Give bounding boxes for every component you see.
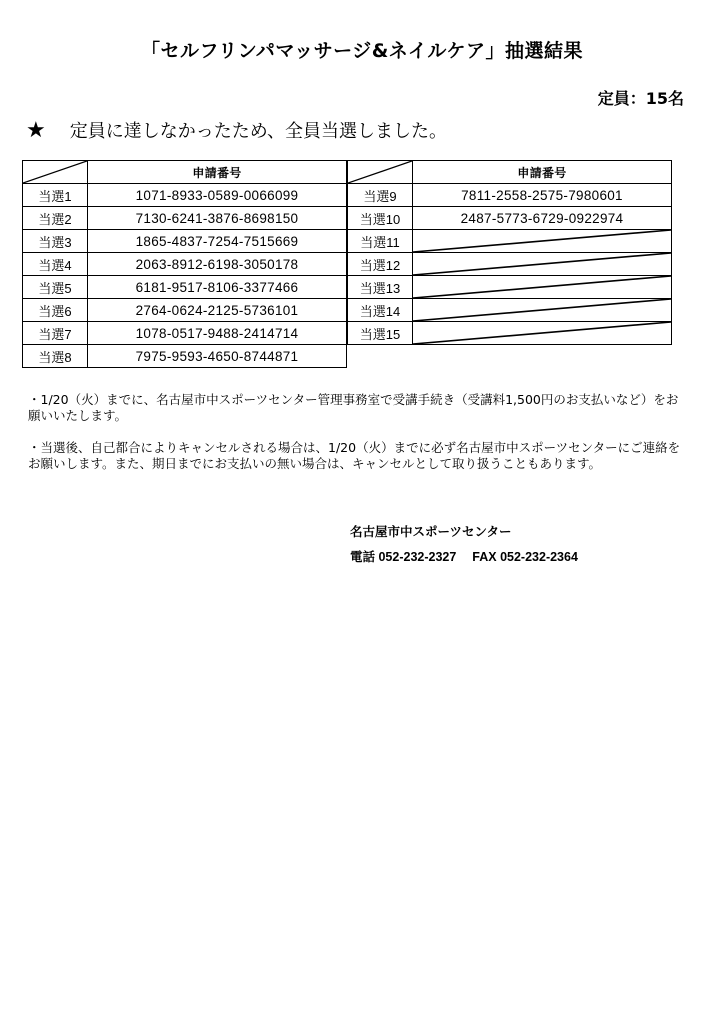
application-number: 7130-6241-3876-8698150 <box>88 207 347 230</box>
table-row <box>348 184 672 207</box>
table-row <box>348 322 672 345</box>
empty-slot-slash <box>413 253 672 276</box>
page-title: 「セルフリンパマッサージ&ネイルケア」抽選結果 <box>140 40 584 62</box>
application-number: 7811-2558-2575-7980601 <box>413 184 672 207</box>
winner-label: 当選8 <box>23 345 88 368</box>
table-row <box>23 322 347 345</box>
winner-label: 当選11 <box>348 230 413 253</box>
application-number: 7975-9593-4650-8744871 <box>88 345 347 368</box>
winner-label: 当選5 <box>23 276 88 299</box>
winner-label: 当選1 <box>23 184 88 207</box>
star-icon: ★ <box>26 117 46 143</box>
table-row <box>23 207 347 230</box>
table-row <box>23 230 347 253</box>
results-table-left <box>22 160 347 368</box>
winner-label: 当選12 <box>348 253 413 276</box>
header-application-number: 申請番号 <box>413 161 672 184</box>
note-procedure: ・1/20（火）までに、名古屋市中スポーツセンター管理事務室で受講手続き（受講料1,500円のお支払いなど）をお願いいたします。 <box>28 392 679 423</box>
table-row <box>23 276 347 299</box>
table-row <box>348 299 672 322</box>
winner-label: 当選4 <box>23 253 88 276</box>
winner-label: 当選15 <box>348 322 413 345</box>
empty-slot-slash <box>413 230 672 253</box>
header-application-number: 申請番号 <box>88 161 347 184</box>
application-number: 1071-8933-0589-0066099 <box>88 184 347 207</box>
winner-label: 当選6 <box>23 299 88 322</box>
table-row <box>348 230 672 253</box>
note-cancellation: ・当選後、自己都合によりキャンセルされる場合は、1/20（火）までに必ず名古屋市中スポーツセンターにご連絡をお願いします。また、期日までにお支払いの無い場合は、キャンセルとして取り扱うこともあります。 <box>28 440 681 471</box>
winner-label: 当選3 <box>23 230 88 253</box>
notice <box>26 117 447 143</box>
notice-text: 定員に達しなかったため、全員当選しました。 <box>69 121 448 142</box>
application-number: 2764-0624-2125-5736101 <box>88 299 347 322</box>
winner-label: 当選13 <box>348 276 413 299</box>
winner-label: 当選7 <box>23 322 88 345</box>
application-number: 1865-4837-7254-7515669 <box>88 230 347 253</box>
empty-slot-slash <box>413 299 672 322</box>
winner-label: 当選10 <box>348 207 413 230</box>
application-number: 2487-5773-6729-0922974 <box>413 207 672 230</box>
contact-info: 電話 052-232-2327 FAX 052-232-2364 <box>350 550 578 564</box>
header-corner-slash <box>348 161 413 184</box>
table-row <box>348 207 672 230</box>
table-row <box>23 253 347 276</box>
table-row <box>23 184 347 207</box>
winner-label: 当選2 <box>23 207 88 230</box>
notes <box>28 392 688 488</box>
winner-label: 当選9 <box>348 184 413 207</box>
empty-slot-slash <box>413 276 672 299</box>
application-number: 2063-8912-6198-3050178 <box>88 253 347 276</box>
results-table-right <box>347 160 672 345</box>
application-number: 1078-0517-9488-2414714 <box>88 322 347 345</box>
winner-label: 当選14 <box>348 299 413 322</box>
table-row <box>23 299 347 322</box>
table-row <box>348 276 672 299</box>
empty-slot-slash <box>413 322 672 345</box>
table-row <box>348 253 672 276</box>
capacity-label: 定員：15名 <box>597 89 684 108</box>
application-number: 6181-9517-8106-3377466 <box>88 276 347 299</box>
table-header-row <box>348 161 672 184</box>
header-corner-slash <box>23 161 88 184</box>
table-header-row <box>23 161 347 184</box>
table-row <box>23 345 347 368</box>
organization-name: 名古屋市中スポーツセンター <box>350 524 512 539</box>
